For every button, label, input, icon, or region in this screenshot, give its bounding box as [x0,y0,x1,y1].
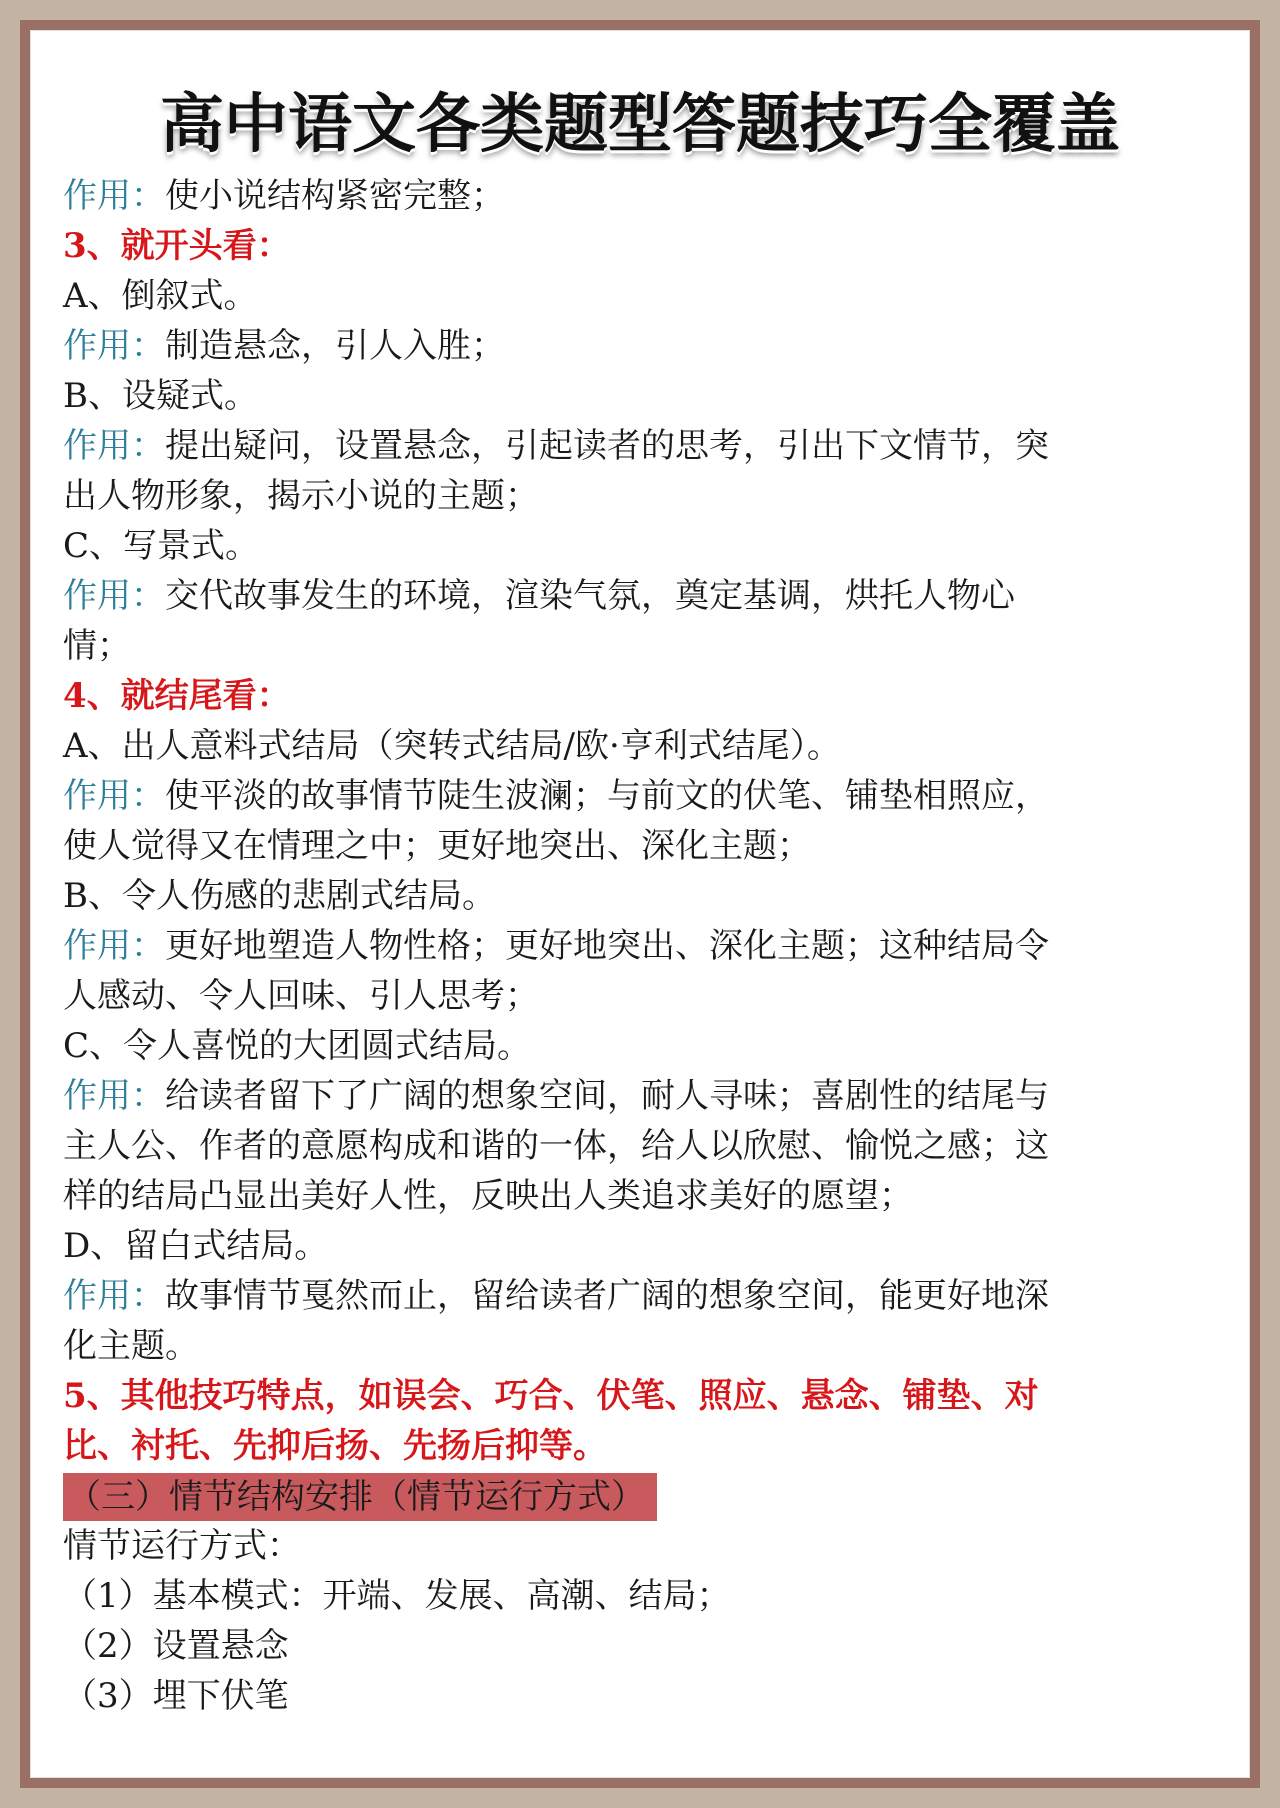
page-frame [20,20,1260,1788]
body-text: B、设疑式。 [63,376,258,416]
effect-label: 作用： [63,576,165,616]
page-title: 高中语文各类题型答题技巧全覆盖 [160,88,1120,162]
effect-label: 作用： [63,926,165,966]
text-line [63,171,1223,221]
body-text: （1）基本模式：开端、发展、高潮、结局； [63,1576,731,1616]
text-line [63,1521,1223,1571]
body-text: 给读者留下了广阔的想象空间，耐人寻味；喜剧性的结尾与 [165,1076,1049,1116]
text-line [63,821,1223,871]
text-line [63,1271,1223,1321]
effect-label: 作用： [63,426,165,466]
text-line [63,1121,1223,1171]
text-line [63,221,1223,271]
text-line [63,1171,1223,1221]
effect-label: 作用： [63,1076,165,1116]
text-line [63,1671,1223,1721]
body-text: B、令人伤感的悲剧式结局。 [63,876,496,916]
section-heading: 比、衬托、先抑后扬、先扬后抑等。 [63,1426,607,1466]
body-text: 情节运行方式： [63,1526,301,1566]
text-line [63,421,1223,471]
text-line [63,371,1223,421]
body-text: 使人觉得又在情理之中；更好地突出、深化主题； [63,826,811,866]
body-text: 故事情节戛然而止，留给读者广阔的想象空间，能更好地深 [165,1276,1049,1316]
text-line [63,671,1223,721]
body-text: 制造悬念，引人入胜； [165,326,505,366]
body-text: 交代故事发生的环境，渲染气氛，奠定基调，烘托人物心 [165,576,1015,616]
body-text: 提出疑问，设置悬念，引起读者的思考，引出下文情节，突 [165,426,1049,466]
text-line [63,1621,1223,1671]
text-line [63,721,1223,771]
body-text: 化主题。 [63,1326,199,1366]
section-heading: 4、就结尾看： [63,676,291,716]
effect-label: 作用： [63,326,165,366]
document-body [63,171,1223,1721]
text-line [63,1221,1223,1271]
body-text: 主人公、作者的意愿构成和谐的一体，给人以欣慰、愉悦之感；这 [63,1126,1049,1166]
section-heading: 3、就开头看： [63,226,291,266]
effect-label: 作用： [63,776,165,816]
text-line [63,271,1223,321]
text-line [63,771,1223,821]
body-text: A、倒叙式。 [63,276,258,316]
text-line [63,1421,1223,1471]
text-line [63,1321,1223,1371]
paper-sheet [30,30,1250,1778]
text-line [63,921,1223,971]
text-line [63,571,1223,621]
text-line [63,1571,1223,1621]
text-line [63,321,1223,371]
body-text: 更好地塑造人物性格；更好地突出、深化主题；这种结局令 [165,926,1049,966]
text-line [63,871,1223,921]
effect-label: 作用： [63,1276,165,1316]
body-text: D、留白式结局。 [63,1226,329,1266]
text-line [63,521,1223,571]
body-text: （2）设置悬念 [63,1626,289,1666]
text-line [63,971,1223,1021]
body-text: 情； [63,626,131,666]
body-text: C、写景式。 [63,526,260,566]
body-text: （3）埋下伏笔 [63,1676,289,1716]
body-text: C、令人喜悦的大团圆式结局。 [63,1026,532,1066]
body-text: 人感动、令人回味、引人思考； [63,976,539,1016]
section-banner: （三）情节结构安排（情节运行方式） [63,1473,657,1521]
section-heading: 5、其他技巧特点，如误会、巧合、伏笔、照应、悬念、铺垫、对 [63,1376,1039,1416]
text-line [63,1021,1223,1071]
body-text: A、出人意料式结局（突转式结局/欧·亨利式结尾）。 [63,726,841,766]
effect-label: 作用： [63,176,165,216]
body-text: 使小说结构紧密完整； [165,176,505,216]
text-line [63,621,1223,671]
body-text: 使平淡的故事情节陡生波澜；与前文的伏笔、铺垫相照应， [165,776,1049,816]
text-line [63,471,1223,521]
text-line [63,1071,1223,1121]
text-line [63,1371,1223,1421]
text-line [63,1471,1223,1521]
body-text: 样的结局凸显出美好人性，反映出人类追求美好的愿望； [63,1176,913,1216]
body-text: 出人物形象，揭示小说的主题； [63,476,539,516]
